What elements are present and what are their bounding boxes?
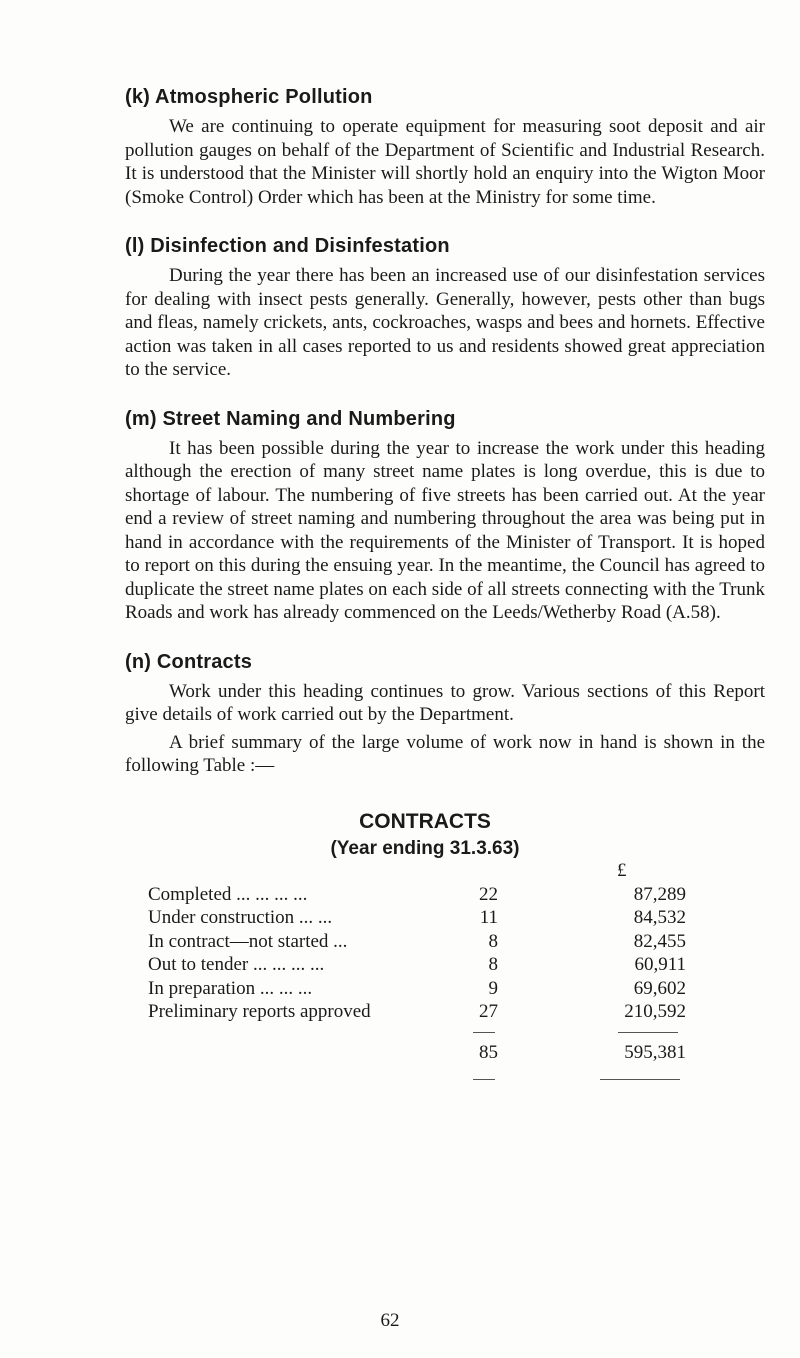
section-street-naming xyxy=(125,408,765,625)
row-amount: 69,602 xyxy=(633,977,686,999)
row-label: Out to tender ... ... ... ... xyxy=(148,954,325,975)
section-disinfection xyxy=(125,235,765,382)
row-label: In preparation ... ... ... xyxy=(148,977,313,999)
row-count: 11 xyxy=(479,907,498,928)
section-paragraph: During the year there has been an increased use of our disinfestation services for dealing with insect pests generally. Generally, however, pests other than bugs and fleas, namely crickets, ants, cockroaches, wasps and bees and hornets. Effective action was taken in all cases reported to us and residents showed great appreciation to the service. xyxy=(125,265,765,380)
section-atmospheric-pollution xyxy=(125,86,765,209)
table-row xyxy=(148,907,718,931)
page-number: 62 xyxy=(380,1310,400,1331)
section-paragraph: A brief summary of the large volume of work now in hand is shown in the following Table :— xyxy=(125,731,765,776)
section-heading: (m) Street Naming and Numbering xyxy=(125,407,456,430)
section-heading: (k) Atmospheric Pollution xyxy=(125,86,373,108)
section-heading: (n) Contracts xyxy=(125,650,253,673)
total-amount: 595,381 xyxy=(624,1041,686,1063)
row-amount: 210,592 xyxy=(624,1001,686,1022)
table-row xyxy=(148,978,718,1002)
contracts-table xyxy=(125,810,765,1085)
section-paragraph: Work under this heading continues to grow. Various sections of this Report give details of work carried out by the Department. xyxy=(125,680,765,725)
currency-symbol: £ xyxy=(617,859,627,881)
section-heading: (l) Disinfection and Disinfestation xyxy=(125,235,450,257)
count-rule-top xyxy=(473,1032,495,1033)
table-subtitle: (Year ending 31.3.63) xyxy=(330,837,520,859)
row-label: Completed ... ... ... ... xyxy=(148,883,308,905)
table-row xyxy=(148,931,718,955)
contracts-grid xyxy=(148,859,718,1085)
section-paragraph: It has been possible during the year to increase the work under this heading although the erection of many street name plates is long overdue, this is due to shortage of labour. The numbering of five streets has been carried out. At the year end a review of street naming and numbering throughout the area was being put in hand in accordance with the requirements of the Minister of Transport. It is hoped to report on this during the ensuing year. In the meantime, the Council has agreed to duplicate the street name plates on each side of all streets connecting with the Trunk Roads and work has already commenced on the Leeds/Wetherby Road (A.58). xyxy=(125,437,765,623)
row-count: 22 xyxy=(479,883,498,905)
table-row xyxy=(148,884,718,908)
section-paragraph: We are continuing to operate equipment for measuring soot deposit and air pollution gauges on behalf of the Department of Scientific and Industrial Research. It is understood that the Minister will shortly hold an enquiry into the Wigton Moor (Smoke Control) Order which has been at the Ministry for some time. xyxy=(125,116,765,208)
total-count: 85 xyxy=(479,1041,498,1063)
row-label: In contract—not started ... xyxy=(148,930,348,952)
row-label: Under construction ... ... xyxy=(148,907,333,928)
row-count: 8 xyxy=(488,954,498,975)
row-amount: 87,289 xyxy=(633,883,686,905)
count-rule-bottom xyxy=(473,1079,495,1080)
row-count: 9 xyxy=(488,977,498,999)
amount-rule-bottom xyxy=(600,1079,680,1080)
page-content xyxy=(125,86,765,1111)
table-row xyxy=(148,954,718,978)
totals-row xyxy=(148,1025,718,1085)
row-label: Preliminary reports approved xyxy=(148,1001,371,1022)
table-row xyxy=(148,1001,718,1025)
row-amount: 82,455 xyxy=(633,930,686,952)
section-contracts xyxy=(125,651,765,1085)
table-title: CONTRACTS xyxy=(359,809,491,833)
row-amount: 84,532 xyxy=(633,907,686,928)
row-count: 27 xyxy=(479,1001,498,1022)
amount-rule-top xyxy=(618,1032,678,1033)
row-count: 8 xyxy=(488,930,498,952)
row-amount: 60,911 xyxy=(634,954,686,975)
